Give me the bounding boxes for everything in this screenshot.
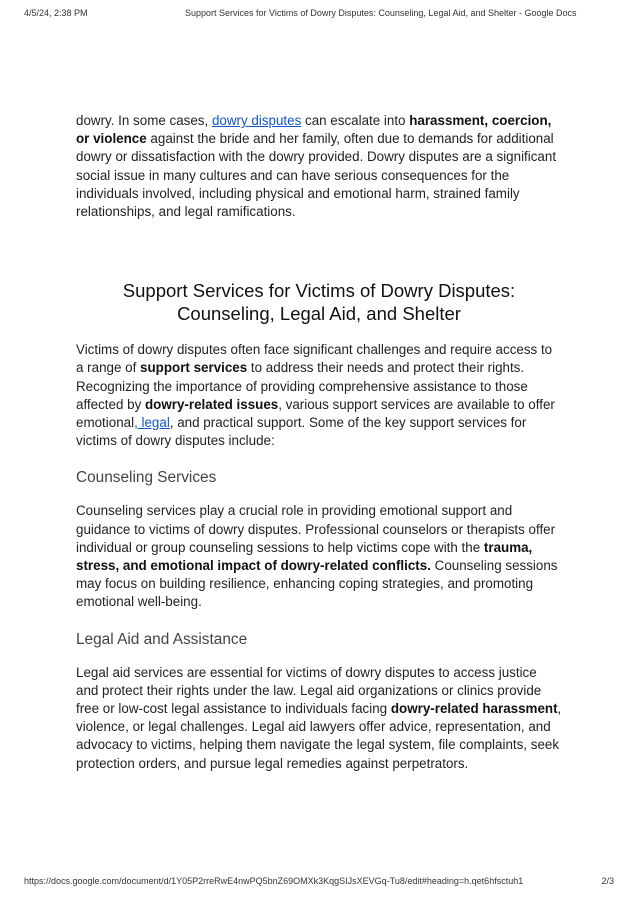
counseling-heading: Counseling Services xyxy=(76,469,217,487)
counseling-paragraph xyxy=(76,502,562,611)
counseling-bold-1: trauma, stress, and emotional impact of dowry-related conflicts. xyxy=(76,539,533,574)
main-heading: Support Services for Victims of Dowry Disputes: Counseling, Legal Aid, and Shelter xyxy=(122,280,516,325)
overview-text-3: , various support services are available to offer emotional xyxy=(76,396,555,431)
intro-text-2: can escalate into xyxy=(301,113,410,128)
legal-aid-paragraph xyxy=(76,664,562,773)
print-header xyxy=(0,8,638,22)
document-body xyxy=(76,112,562,773)
legal-aid-text-1: Legal aid services are essential for victims of dowry disputes to access justice and protect their rights under the law. Legal aid organizations or clinics provide free or low-cost legal assistance to individuals facing xyxy=(76,664,542,717)
print-doc-title: Support Services for Victims of Dowry Disputes: Counseling, Legal Aid, and Shelter - Google Docs xyxy=(185,8,577,18)
legal-aid-bold-1: dowry-related harassment xyxy=(390,701,558,717)
overview-paragraph xyxy=(76,341,562,450)
overview-bold-1: support services xyxy=(140,360,248,376)
intro-text-3: against the bride and her family, often due to demands for additional dowry or dissatisfaction with the dowry provided. Dowry disputes are a significant social issue in many cultures and can have serious consequences for the individuals involved, including physical and emotional harm, strained family relationships, and legal ramifications. xyxy=(76,131,557,220)
legal-link[interactable]: , legal xyxy=(134,415,170,431)
legal-aid-heading: Legal Aid and Assistance xyxy=(76,630,248,648)
print-datetime: 4/5/24, 2:38 PM xyxy=(24,8,88,18)
counseling-text-2: Counseling sessions may focus on building resilience, enhancing coping strategies, and promoting emotional well-being. xyxy=(76,558,558,610)
counseling-text-1: Counseling services play a crucial role in providing emotional support and guidance to victims of dowry disputes. Professional counselors or therapists offer individual or group counseling sessions to help victims cope with the xyxy=(76,503,556,555)
intro-text-1: dowry. In some cases, xyxy=(76,113,212,128)
page-number: 2/3 xyxy=(601,876,614,886)
legal-aid-text-2: , violence, or legal challenges. Legal aid lawyers offer advice, representation, and advocacy to victims, helping them navigate the legal system, file complaints, seek protection orders, and pursue legal remedies against perpetrators. xyxy=(76,701,562,771)
intro-paragraph xyxy=(76,112,562,221)
overview-text-4: , and practical support. Some of the key support services for victims of dowry disputes include: xyxy=(76,415,527,449)
intro-bold-1: harassment, coercion, or violence xyxy=(76,113,552,147)
overview-bold-2: dowry-related issues xyxy=(145,396,279,412)
print-url: https://docs.google.com/document/d/1Y05P2rreRwE4nwPQ5bnZ69OMXk3KqgSIJsXEVGq-Tu8/edit#heading=h.qet6hfsctuh1 xyxy=(24,876,524,886)
dowry-disputes-link[interactable]: dowry disputes xyxy=(211,113,302,128)
print-footer xyxy=(0,876,638,890)
overview-text-1: Victims of dowry disputes often face significant challenges and require access to a range of xyxy=(76,342,553,376)
overview-text-2: to address their needs and protect their rights. Recognizing the importance of providing comprehensive assistance to those affected by xyxy=(76,360,528,412)
